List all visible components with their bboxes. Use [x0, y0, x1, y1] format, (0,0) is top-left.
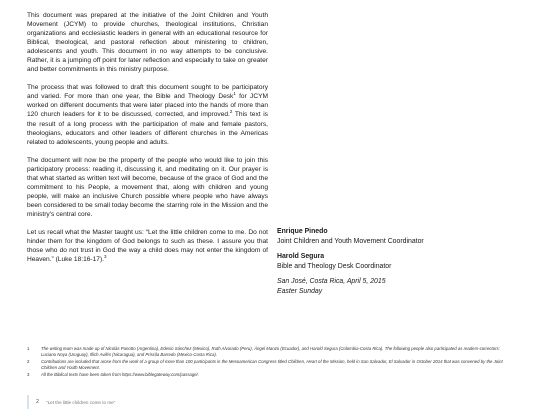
intro-paragraph: This document was prepared at the initiative of the Joint Children and Youth Movement (JCYM) to provide churches, theological institutions, Christian organizations and ecclesiastic leaders in general with an educational resource for Biblical, theological, and pastoral reflection about ministering to children, adolescents and youth. This document in no way attempts to be conclusive. Rather, it is a jumping off point for later reflection and especially to take on greater and better commitments in this ministry purpose. [27, 12, 268, 74]
footnote-number: 3 [27, 371, 30, 377]
footnote [27, 359, 513, 372]
place-date-line: San José, Costa Rica, April 5, 2015 [277, 278, 386, 286]
process-paragraph [27, 83, 268, 146]
page-footer [27, 394, 227, 410]
signatory-role: Joint Children and Youth Movement Coordinator [277, 237, 424, 245]
footnote-ref-2[interactable]: 2 [229, 109, 233, 115]
footnotes [27, 346, 513, 378]
place-date [277, 277, 517, 296]
signatory-role: Bible and Theology Desk Coordinator [277, 262, 392, 270]
signatory-name: Harold Segura [277, 253, 325, 261]
quote-paragraph [27, 228, 268, 264]
body-text-column [27, 11, 268, 273]
occasion-line: Easter Sunday [277, 287, 323, 295]
footnote-ref-3[interactable]: 3 [103, 253, 107, 259]
process-text-part-2: for JCYM worked on different documents that were later placed into the hands of more than 120 church leaders for it to be discussed, corrected, and improved. [27, 93, 268, 119]
signatory-name: Enrique Pinedo [277, 228, 328, 235]
quote-text: Let us recall what the Master taught us: “Let the little children come to me. Do not hinder them for the kingdom of God belongs to such as these. I assure you that those who do not trust in God the way a child does may not enter the kingdom of Heaven.” (Luke 18:16-17). [27, 228, 268, 264]
footnote-number: 2 [27, 358, 30, 364]
footnote-text: Contributions are included that arose from the work of a group of more than 100 participants in the Mesoamerican Congress titled Children, Heart of the Mission, held in San Salvador, El Salvador in October 2014 that was convened by the Joint Children and Youth Movement. [41, 358, 503, 371]
footer-rule [27, 395, 29, 409]
footnote-ref-1[interactable]: 1 [233, 91, 236, 97]
running-title: “Let the little children come to me” [46, 399, 116, 405]
footnote [27, 372, 513, 378]
process-text-part-3: This text is the result of a long process with the participation of male and female pastors, theologians, educators and other leaders of different churches in the Americas related to adolescents, young people and adults. [27, 111, 268, 146]
footnote [27, 346, 513, 359]
page-number: 2 [36, 399, 40, 405]
footnote-text: The writing team was made up of Nicolás Panotto (Argentina), Edesio Sánchez (Mexico), Ruth Alvarado (Peru), Ángel Manzo (Ecuador), and Harold Segura (Colombia-Costa Rica). The following people also participated as readers-correctors: Luciano Noya (Uruguay), Illich Avilés (Nicaragua), and Priscila Barredo (Mexico-Costa Rica). [41, 346, 500, 358]
footnote-text[interactable]: All the Biblical texts have been taken from https://www.biblegateway.com/passage/. [41, 371, 200, 377]
footnote-number: 1 [27, 346, 30, 351]
process-text-part-1: The process that was followed to draft this document sought to be participatory and varied. For more than one year, the Bible and Theology Desk [27, 84, 268, 101]
property-paragraph: The document will now be the property of the people who would like to join this participatory process: reading it, discussing it, and meditating on it. Our prayer is that what started as written text will become, because of the grace of God and the commitment to his People, a movement that, along with children and young people, will make an inclusive Church possible where people who have always been considered to be small today become the starring role in the Mission and the ministry's central core. [27, 156, 268, 218]
signature-block [277, 252, 517, 271]
signature-column [277, 227, 517, 297]
signature-block [277, 227, 517, 246]
